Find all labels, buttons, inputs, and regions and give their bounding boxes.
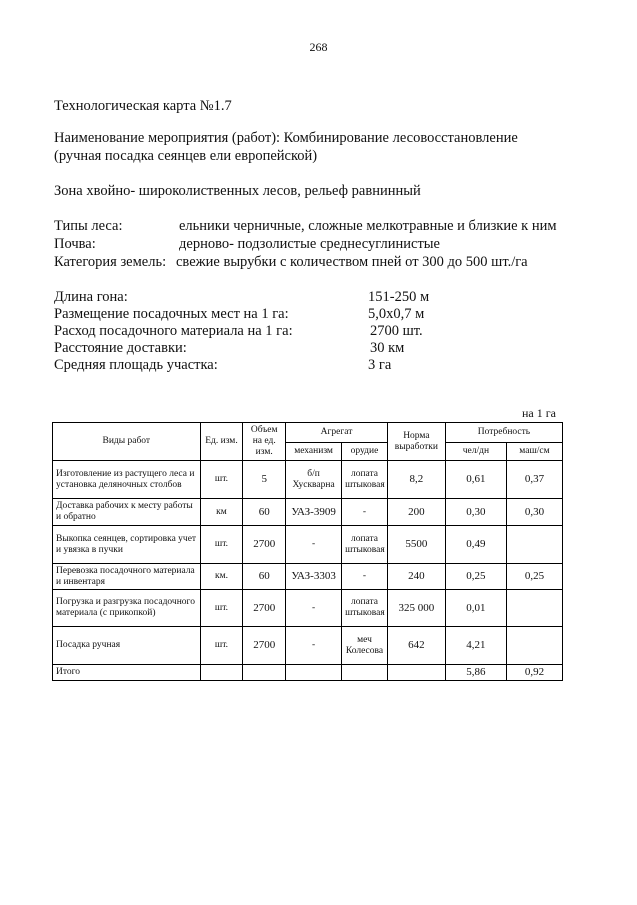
cell-mechanism: - bbox=[286, 627, 342, 665]
activity-line-2: (ручная посадка сеянцев ели европейской) bbox=[54, 148, 318, 164]
table-row bbox=[53, 564, 563, 590]
param-row bbox=[54, 323, 423, 340]
cell-man-days: 0,49 bbox=[445, 526, 506, 564]
cell-tool: лопата штыковая bbox=[342, 526, 388, 564]
cell-empty bbox=[286, 665, 342, 681]
cell-mechanism: УАЗ-3303 bbox=[286, 564, 342, 590]
cell-man-days: 4,21 bbox=[445, 627, 506, 665]
cell-empty bbox=[243, 665, 286, 681]
cell-tool: лопата штыковая bbox=[342, 461, 388, 499]
table-row bbox=[53, 590, 563, 627]
cell-empty bbox=[342, 665, 388, 681]
param-value: 2700 шт. bbox=[370, 323, 423, 339]
param-label: Средняя площадь участка: bbox=[54, 357, 218, 373]
cell-man-days: 0,25 bbox=[445, 564, 506, 590]
header-need: Потребность bbox=[445, 423, 562, 443]
cell-mechanism: УАЗ-3909 bbox=[286, 499, 342, 526]
table-row bbox=[53, 461, 563, 499]
cell-machine-shifts: 0,30 bbox=[506, 499, 562, 526]
cell-empty bbox=[200, 665, 243, 681]
table-row bbox=[53, 627, 563, 665]
cell-total-man-days: 5,86 bbox=[445, 665, 506, 681]
cell-man-days: 0,30 bbox=[445, 499, 506, 526]
cell-machine-shifts bbox=[506, 526, 562, 564]
param-label: Длина гона: bbox=[54, 289, 128, 305]
param-value: 5,0х0,7 м bbox=[368, 306, 425, 322]
cell-man-days: 0,01 bbox=[445, 590, 506, 627]
cell-tool: - bbox=[342, 564, 388, 590]
card-title: Технологическая карта №1.7 bbox=[54, 98, 232, 114]
header-machine-shifts: маш/см bbox=[506, 443, 562, 461]
site-forest-type bbox=[54, 218, 557, 235]
cell-volume: 2700 bbox=[243, 627, 286, 665]
param-row bbox=[54, 357, 392, 374]
cell-work: Изготовление из растущего леса и установка деляночных столбов bbox=[53, 461, 201, 499]
site-label: Категория земель: bbox=[54, 254, 167, 270]
cell-total-machine-shifts: 0,92 bbox=[506, 665, 562, 681]
activity-line-1: Наименование мероприятия (работ): Комбинирование лесовосстановление bbox=[54, 130, 518, 146]
cell-machine-shifts bbox=[506, 590, 562, 627]
param-label: Расход посадочного материала на 1 га: bbox=[54, 323, 293, 339]
cell-tool: - bbox=[342, 499, 388, 526]
header-man-days: чел/дн bbox=[445, 443, 506, 461]
param-row bbox=[54, 289, 430, 306]
site-value: дерново- подзолистые среднесуглинистые bbox=[179, 236, 440, 252]
cell-unit: шт. bbox=[200, 590, 243, 627]
header-work: Виды работ bbox=[53, 423, 201, 461]
param-label: Размещение посадочных мест на 1 га: bbox=[54, 306, 289, 322]
site-soil bbox=[54, 236, 440, 253]
cell-norm: 240 bbox=[387, 564, 445, 590]
header-mechanism: механизм bbox=[286, 443, 342, 461]
header-volume: Объем на ед. изм. bbox=[243, 423, 286, 461]
param-value: 151-250 м bbox=[368, 289, 430, 305]
param-value: 30 км bbox=[370, 340, 405, 356]
cell-unit: км. bbox=[200, 564, 243, 590]
cell-work: Погрузка и разгрузка посадочного материала (с прикопкой) bbox=[53, 590, 201, 627]
zone-line: Зона хвойно- широколиственных лесов, рельеф равнинный bbox=[54, 183, 421, 199]
cell-man-days: 0,61 bbox=[445, 461, 506, 499]
cell-volume: 60 bbox=[243, 564, 286, 590]
cell-mechanism: б/п Хускварна bbox=[286, 461, 342, 499]
cell-empty bbox=[387, 665, 445, 681]
site-value: ельники черничные, сложные мелкотравные и близкие к ним bbox=[179, 218, 557, 234]
cell-norm: 325 000 bbox=[387, 590, 445, 627]
cell-norm: 642 bbox=[387, 627, 445, 665]
cell-mechanism: - bbox=[286, 590, 342, 627]
cell-work: Выкопка сеянцев, сортировка учет и увязка в пучки bbox=[53, 526, 201, 564]
cell-tool: лопата штыковая bbox=[342, 590, 388, 627]
header-unit: Ед. изм. bbox=[200, 423, 243, 461]
cell-norm: 5500 bbox=[387, 526, 445, 564]
param-label: Расстояние доставки: bbox=[54, 340, 187, 356]
cell-volume: 5 bbox=[243, 461, 286, 499]
cell-machine-shifts bbox=[506, 627, 562, 665]
cell-volume: 2700 bbox=[243, 590, 286, 627]
table-row bbox=[53, 499, 563, 526]
table-row bbox=[53, 526, 563, 564]
header-norm: Норма выработки bbox=[387, 423, 445, 461]
header-aggregate: Агрегат bbox=[286, 423, 388, 443]
param-row bbox=[54, 340, 405, 357]
cell-volume: 60 bbox=[243, 499, 286, 526]
param-value: 3 га bbox=[368, 357, 392, 373]
cell-norm: 200 bbox=[387, 499, 445, 526]
site-land-category bbox=[54, 254, 528, 271]
cell-work: Посадка ручная bbox=[53, 627, 201, 665]
cell-machine-shifts: 0,25 bbox=[506, 564, 562, 590]
cell-total-label: Итого bbox=[53, 665, 201, 681]
table-total-row bbox=[53, 665, 563, 681]
cell-mechanism: - bbox=[286, 526, 342, 564]
cell-volume: 2700 bbox=[243, 526, 286, 564]
table-header-row bbox=[53, 423, 563, 443]
cell-work: Перевозка посадочного материала и инвентаря bbox=[53, 564, 201, 590]
cell-unit: шт. bbox=[200, 526, 243, 564]
page-number: 268 bbox=[309, 40, 328, 54]
technology-table bbox=[52, 422, 563, 681]
cell-machine-shifts: 0,37 bbox=[506, 461, 562, 499]
cell-work: Доставка рабочих к месту работы и обратно bbox=[53, 499, 201, 526]
cell-unit: шт. bbox=[200, 627, 243, 665]
site-label: Типы леса: bbox=[54, 218, 123, 234]
header-tool: орудие bbox=[342, 443, 388, 461]
param-row bbox=[54, 306, 425, 323]
cell-unit: шт. bbox=[200, 461, 243, 499]
cell-tool: меч Колесова bbox=[342, 627, 388, 665]
unit-note: на 1 га bbox=[522, 406, 556, 420]
cell-norm: 8,2 bbox=[387, 461, 445, 499]
site-value: свежие вырубки с количеством пней от 300 до 500 шт./га bbox=[176, 254, 528, 270]
site-label: Почва: bbox=[54, 236, 96, 252]
cell-unit: км bbox=[200, 499, 243, 526]
